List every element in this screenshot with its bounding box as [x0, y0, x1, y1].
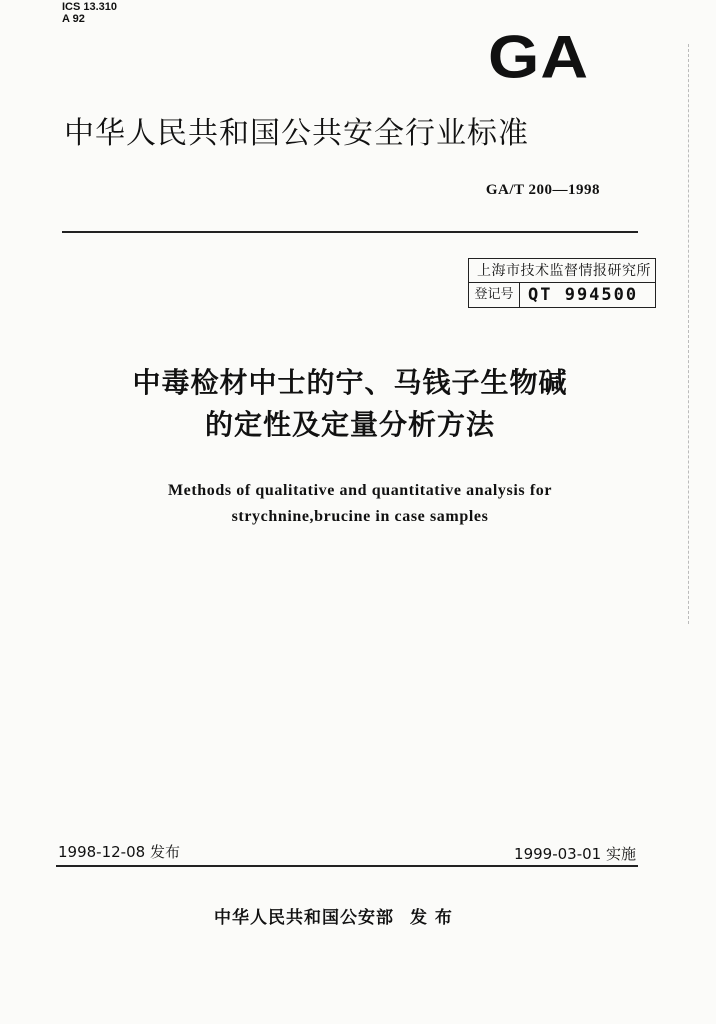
title-en-line2: strychnine,brucine in case samples [231, 508, 489, 525]
ics-code: ICS 13.310 [62, 1, 118, 13]
ga-logo: GA [488, 22, 589, 91]
issuer-name: 中华人民共和国公安部 [214, 908, 394, 928]
document-title-cn [100, 362, 600, 446]
document-title-en [60, 478, 660, 530]
top-divider [62, 231, 638, 233]
implementation-date: 1999-03-01 实施 [514, 845, 636, 863]
issuer [214, 903, 453, 928]
stamp-reg-value: QT 994500 [528, 285, 639, 305]
stamp-reg-label: 登记号 [469, 283, 520, 307]
bottom-divider [56, 865, 638, 867]
stamp-institute: 上海市技术监督情报研究所 [469, 259, 655, 283]
registration-stamp [468, 258, 656, 308]
title-cn-line2: 的定性及定量分析方法 [204, 408, 495, 441]
scan-edge [688, 44, 689, 624]
issuer-action: 发 布 [410, 908, 453, 928]
title-en-line1: Methods of qualitative and quantitative analysis for [167, 482, 553, 499]
classification-code: A 92 [62, 13, 85, 25]
title-cn-line1: 中毒检材中士的宁、马钱子生物碱 [132, 366, 568, 399]
standard-number: GA/T 200—1998 [485, 182, 600, 198]
issue-date: 1998-12-08 发布 [58, 843, 180, 861]
organization-title: 中华人民共和国公共安全行业标准 [64, 116, 529, 151]
